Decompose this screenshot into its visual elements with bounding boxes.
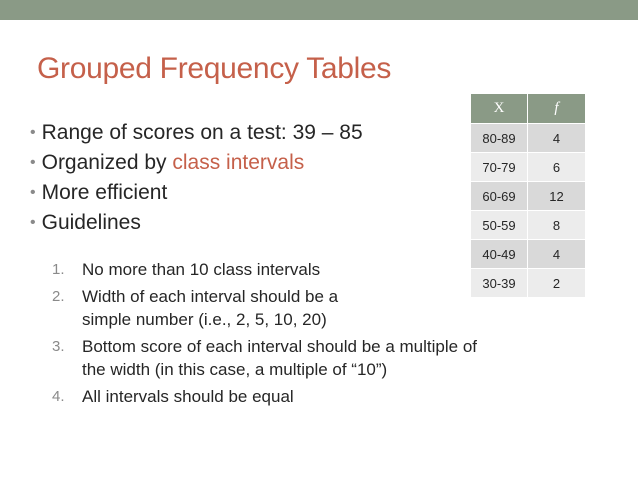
header-f: f (528, 94, 586, 124)
table-row (471, 182, 586, 211)
frequency-table (470, 93, 586, 298)
interval-cell: 50-59 (471, 211, 528, 240)
frequency-cell: 8 (528, 211, 586, 240)
guideline-item: 3. Bottom score of each interval should be a multiple of the width (in this case, a multiple of “10”) (52, 337, 477, 379)
table-header-row (471, 94, 586, 124)
frequency-cell: 4 (528, 124, 586, 153)
bullet-icon: • (30, 124, 36, 141)
frequency-cell: 6 (528, 153, 586, 182)
guideline-number: 1. (52, 261, 65, 278)
guideline-item: 1. No more than 10 class intervals (52, 260, 321, 279)
bullet-icon: • (30, 154, 36, 171)
guideline-list (52, 258, 477, 412)
table-row (471, 153, 586, 182)
frequency-cell: 12 (528, 182, 586, 211)
accent-text: class intervals (172, 151, 305, 174)
interval-cell: 80-89 (471, 124, 528, 153)
frequency-cell: 4 (528, 240, 586, 269)
guideline-number: 3. (52, 338, 65, 355)
bullet-icon: • (30, 214, 36, 231)
frequency-cell: 2 (528, 269, 586, 298)
bullet-item: • Range of scores on a test: 39 – 85 (30, 121, 363, 144)
interval-cell: 60-69 (471, 182, 528, 211)
header-x: X (471, 94, 528, 124)
bullet-item: • More efficient (30, 181, 168, 204)
table-row (471, 269, 586, 298)
top-banner (0, 0, 638, 20)
guideline-item: 2. Width of each interval should be a simple number (i.e., 2, 5, 10, 20) (52, 287, 339, 329)
table-row (471, 124, 586, 153)
guideline-number: 2. (52, 288, 65, 305)
bullet-item: • Organized by class intervals (30, 151, 305, 174)
guideline-item: 4. All intervals should be equal (52, 387, 294, 406)
bullet-item: • Guidelines (30, 211, 141, 234)
interval-cell: 40-49 (471, 240, 528, 269)
interval-cell: 70-79 (471, 153, 528, 182)
bullet-icon: • (30, 184, 36, 201)
guideline-number: 4. (52, 388, 65, 405)
table-row (471, 211, 586, 240)
table-row (471, 240, 586, 269)
interval-cell: 30-39 (471, 269, 528, 298)
bullet-list (30, 118, 363, 238)
slide-title: Grouped Frequency Tables (37, 52, 392, 85)
